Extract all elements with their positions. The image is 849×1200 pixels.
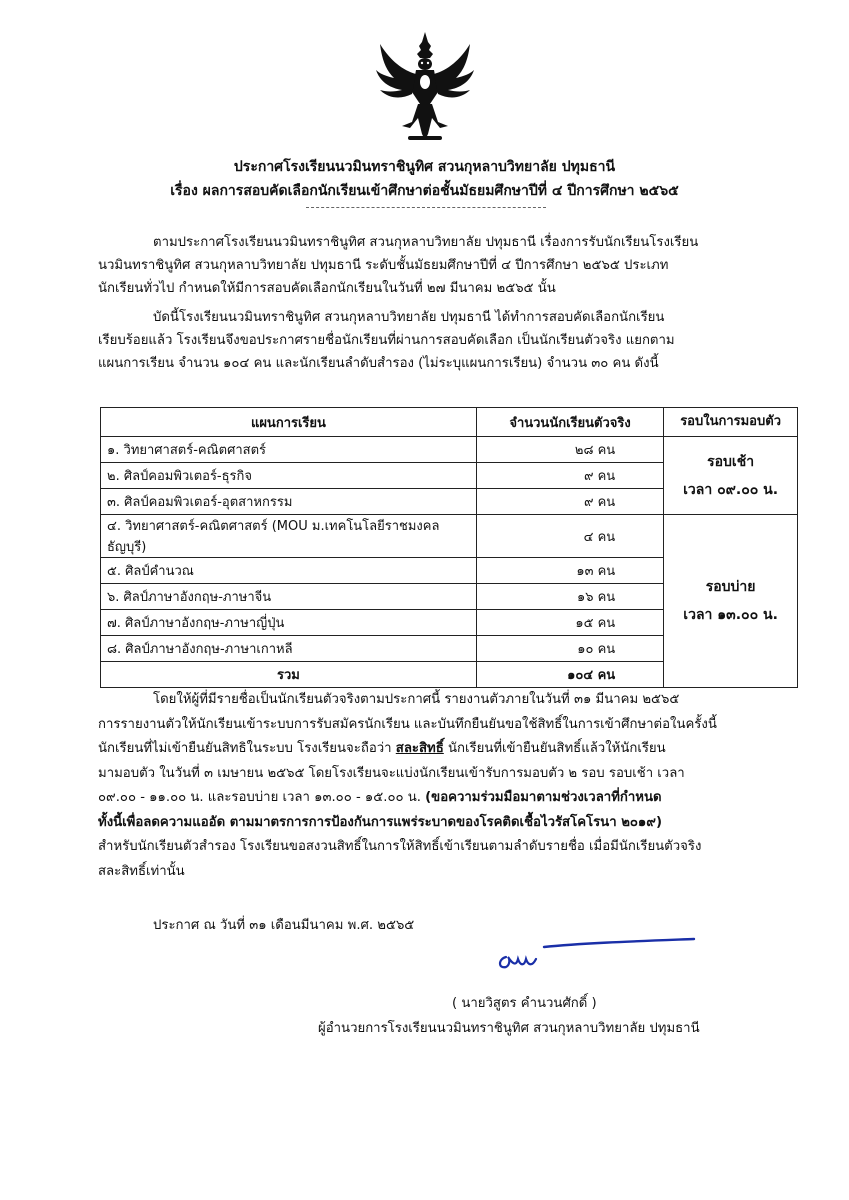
- plan-name: ๘. ศิลป์ภาษาอังกฤษ-ภาษาเกาหลี: [101, 636, 477, 662]
- cooperation-note-start: (ขอความร่วมมือมาตามช่วงเวลาที่กำหนด: [425, 790, 662, 805]
- instructions-line-5-start: ๐๙.๐๐ - ๑๑.๐๐ น. และรอบบ่าย เวลา ๑๓.๐๐ - ๑๕.๐๐ น.: [98, 790, 421, 805]
- instructions-paragraph: [98, 688, 770, 884]
- plan-count: ๙ คน: [476, 463, 663, 489]
- plan-count: ๙ คน: [476, 489, 663, 515]
- plan-name: ๕. ศิลป์คำนวณ: [101, 558, 477, 584]
- study-plan-table: [100, 407, 798, 688]
- plan-count: ๑๐ คน: [476, 636, 663, 662]
- morning-session-time: เวลา ๐๙.๐๐ น.: [683, 481, 779, 498]
- announcement-line-1: บัดนี้โรงเรียนนวมินทราชินูทิศ สวนกุหลาบวิทยาลัย ปทุมธานี ได้ทำการสอบคัดเลือกนักเรียน: [153, 310, 665, 325]
- cooperation-note-end: ทั้งนี้เพื่อลดความแออัด ตามมาตรการการป้องกันการแพร่ระบาดของโรคติดเชื้อไวรัสโคโรนา ๒๐๑๙): [98, 814, 662, 830]
- instructions-line-2: การรายงานตัวให้นักเรียนเข้าระบบการรับสมัครนักเรียน และบันทึกยืนยันขอใช้สิทธิ์ในการเข้าศึกษาต่อในครั้งนี้: [98, 716, 717, 732]
- instructions-line-1: โดยให้ผู้ที่มีรายชื่อเป็นนักเรียนตัวจริงตามประกาศนี้ รายงานตัวภายในวันที่ ๓๑ มีนาคม ๒๕๖๕: [153, 692, 680, 707]
- instructions-line-8: สละสิทธิ์เท่านั้น: [98, 863, 185, 879]
- afternoon-session-label: รอบบ่าย: [705, 579, 756, 595]
- announcement-paragraph: [98, 306, 770, 375]
- intro-line-1: ตามประกาศโรงเรียนนวมินทราชินูทิศ สวนกุหลาบวิทยาลัย ปทุมธานี เรื่องการรับนักเรียนโรงเรียน: [153, 235, 699, 250]
- header-session: รอบในการมอบตัว: [664, 408, 798, 437]
- afternoon-session-cell: [664, 515, 798, 688]
- instructions-line-3-start: นักเรียนที่ไม่เข้ายืนยันสิทธิในระบบ โรงเรียนจะถือว่า: [98, 741, 392, 756]
- plan-count: ๑๖ คน: [476, 584, 663, 610]
- date-paragraph: [98, 914, 770, 937]
- plan-name: ๓. ศิลป์คอมพิวเตอร์-อุตสาหกรรม: [101, 489, 477, 515]
- announcement-line-3: แผนการเรียน จำนวน ๑๐๔ คน และนักเรียนลำดับสำรอง (ไม่ระบุแผนการเรียน) จำนวน ๓๐ คน ดังนี้: [98, 356, 659, 371]
- afternoon-session-time: เวลา ๑๓.๐๐ น.: [683, 607, 778, 623]
- announcement-date: ประกาศ ณ วันที่ ๓๑ เดือนมีนาคม พ.ศ. ๒๕๖๕: [153, 918, 415, 933]
- table-row: [101, 515, 798, 558]
- plan-count: ๔ คน: [476, 515, 663, 558]
- instructions-line-4: มามอบตัว ในวันที่ ๓ เมษายน ๒๕๖๕ โดยโรงเรียนจะแบ่งนักเรียนเข้ารับการมอบตัว ๒ รอบ รอบเช้า เวลา: [98, 765, 685, 781]
- table-row: [101, 437, 798, 463]
- plan-name: ๗. ศิลป์ภาษาอังกฤษ-ภาษาญี่ปุ่น: [101, 610, 477, 636]
- header-count: จำนวนนักเรียนตัวจริง: [476, 408, 663, 437]
- plan-count: ๑๓ คน: [476, 558, 663, 584]
- announcement-subject: เรื่อง ผลการสอบคัดเลือกนักเรียนเข้าศึกษาต่อชั้นมัธยมศึกษาปีที่ ๔ ปีการศึกษา ๒๕๖๕: [170, 183, 679, 199]
- handwritten-signature: [492, 935, 698, 975]
- instructions-line-3-end: นักเรียนที่เข้ายืนยันสิทธิ์แล้วให้นักเรียน: [448, 741, 666, 756]
- plan-count: ๑๕ คน: [476, 610, 663, 636]
- announcement-title: ประกาศโรงเรียนนวมินทราชินูทิศ สวนกุหลาบวิทยาลัย ปทุมธานี: [233, 159, 616, 175]
- plan-name: ๑. วิทยาศาสตร์-คณิตศาสตร์: [101, 437, 477, 463]
- header-plan: แผนการเรียน: [101, 408, 477, 437]
- intro-line-2: นวมินทราชินูทิศ สวนกุหลาบวิทยาลัย ปทุมธานี ระดับชั้นมัธยมศึกษาปีที่ ๔ ปีการศึกษา ๒๕๖๕ ประเภท: [98, 258, 669, 273]
- plan-name: ๖. ศิลป์ภาษาอังกฤษ-ภาษาจีน: [101, 584, 477, 610]
- plan-count: ๒๘ คน: [476, 437, 663, 463]
- title-divider: [306, 207, 546, 208]
- signatory-name: ( นายวิสูตร คำนวนศักดิ์ ): [452, 996, 597, 1011]
- instructions-line-5: [98, 786, 770, 811]
- intro-line-3: นักเรียนทั่วไป กำหนดให้มีการสอบคัดเลือกนักเรียนในวันที่ ๒๗ มีนาคม ๒๕๖๕ นั้น: [98, 281, 556, 296]
- instructions-line-7: สำหรับนักเรียนตัวสำรอง โรงเรียนขอสงวนสิทธิ์ในการให้สิทธิ์เข้าเรียนตามลำดับรายชื่อ เมื่อมีนักเรียนตัวจริง: [98, 839, 702, 854]
- plan-name: ๔. วิทยาศาสตร์-คณิตศาสตร์ (MOU ม.เทคโนโลยีราชมงคล ธัญบุรี): [101, 515, 477, 558]
- total-label: รวม: [101, 662, 477, 688]
- morning-session-cell: [664, 437, 798, 515]
- intro-paragraph: [98, 231, 770, 300]
- instructions-line-3: [98, 737, 770, 762]
- plan-name: ๒. ศิลป์คอมพิวเตอร์-ธุรกิจ: [101, 463, 477, 489]
- garuda-emblem-icon: [372, 30, 478, 144]
- table-header-row: [101, 408, 798, 437]
- announcement-line-2: เรียบร้อยแล้ว โรงเรียนจึงขอประกาศรายชื่อนักเรียนที่ผ่านการสอบคัดเลือก เป็นนักเรียนตัวจริง แยกตาม: [98, 333, 675, 348]
- signatory-position: ผู้อำนวยการโรงเรียนนวมินทราชินูทิศ สวนกุหลาบวิทยาลัย ปทุมธานี: [318, 1021, 700, 1036]
- forfeit-term: สละสิทธิ์: [395, 741, 444, 756]
- total-value: ๑๐๔ คน: [476, 662, 663, 688]
- morning-session-label: รอบเช้า: [707, 453, 755, 470]
